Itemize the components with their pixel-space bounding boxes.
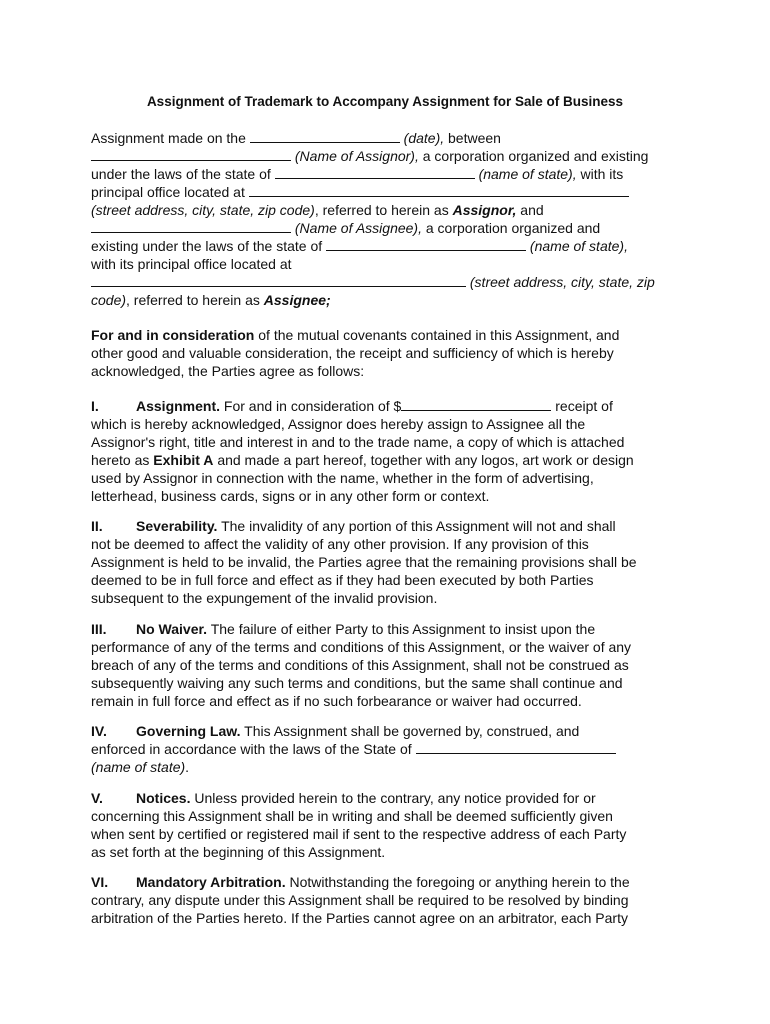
section-1-line-3: Assignor's right, title and interest in and to the trade name, a copy of which is attached — [91, 434, 625, 450]
section-2-line-5: subsequent to the expungement of the invalid provision. — [91, 590, 438, 606]
section-heading: Mandatory Arbitration. — [136, 874, 286, 890]
section-heading: Governing Law. — [136, 723, 241, 739]
section-2-line-4: deemed to be in full force and effect as if they had been executed by both Parties — [91, 572, 594, 588]
section-3-line-4: subsequently waiving any such terms and conditions, but the same shall continue and — [91, 675, 623, 691]
section-text: The failure of either Party to this Assignment to insist upon the — [210, 621, 596, 637]
amount-blank[interactable] — [401, 397, 551, 411]
with-principal-text: with its principal office located at — [91, 256, 292, 272]
assignee-name-blank[interactable] — [91, 219, 291, 233]
intro-line-1 — [91, 129, 501, 147]
street-hint-2b: code) — [91, 292, 127, 308]
section-number: III. — [91, 621, 107, 637]
assignor-name-blank[interactable] — [91, 147, 291, 161]
intro-line-9 — [91, 273, 655, 291]
section-2-line-1 — [91, 517, 616, 535]
intro-line-2 — [91, 147, 648, 165]
section-text: hereto as — [91, 452, 150, 468]
section-1-line-4 — [91, 451, 634, 469]
section-5-line-1 — [91, 789, 596, 807]
assignee-label: Assignee; — [263, 292, 331, 308]
section-heading: No Waiver. — [136, 621, 208, 637]
section-3-line-5: remain in full force and effect as if no such forbearance or waiver had occurred. — [91, 693, 582, 709]
intro-line-8 — [91, 255, 292, 273]
exhibit-label: Exhibit A — [153, 452, 214, 468]
section-2-line-2: not be deemed to affect the validity of any other provision. If any provision of this — [91, 536, 589, 552]
section-number: V. — [91, 790, 103, 806]
section-5-line-4: as set forth at the beginning of this Assignment. — [91, 844, 386, 860]
section-3-line-2: performance of any of the terms and conditions of this Assignment, or the waiver of any — [91, 639, 632, 655]
street-hint: (street address, city, state, zip code) — [91, 202, 315, 218]
intro-line-10 — [91, 291, 331, 309]
referred-herein-text-2: , referred to herein as — [126, 292, 260, 308]
assignor-state-blank[interactable] — [275, 165, 475, 179]
section-4-line-3 — [91, 758, 189, 776]
intro-line-4 — [91, 183, 629, 201]
assignee-hint: (Name of Assignee), — [294, 220, 422, 236]
section-heading: Severability. — [136, 518, 218, 534]
assignee-address-blank[interactable] — [91, 273, 466, 287]
made-on-text: Assignment made on the — [91, 130, 246, 146]
section-text: Notwithstanding the foregoing or anything herein to the — [289, 874, 630, 890]
date-blank[interactable] — [250, 129, 400, 143]
section-1-line-5: used by Assignor in connection with the name, whether in the form of advertising, — [91, 470, 594, 486]
section-3-line-3: breach of any of the terms and conditions of this Assignment, shall not be construed as — [91, 657, 629, 673]
section-text: For and in consideration of $ — [223, 398, 402, 414]
section-1-line-1 — [91, 397, 613, 415]
intro-line-7 — [91, 237, 628, 255]
section-5-line-3: when sent by certified or registered mail if sent to the respective address of each Party — [91, 826, 627, 842]
with-its-text: with its — [580, 166, 624, 182]
section-text: Unless provided herein to the contrary, any notice provided for or — [194, 790, 596, 806]
corp-organized-text: a corporation organized and existing — [422, 148, 649, 164]
section-1-line-6: letterhead, business cards, signs or in any other form or context. — [91, 488, 490, 504]
governing-state-blank[interactable] — [416, 740, 616, 754]
section-3-line-1 — [91, 620, 595, 638]
section-2-line-3: Assignment is held to be invalid, the Parties agree that the remaining provisions shall be — [91, 554, 637, 570]
street-hint-2a: (street address, city, state, zip — [469, 274, 655, 290]
consideration-line-1 — [91, 326, 619, 344]
under-laws-text: under the laws of the state of — [91, 166, 271, 182]
section-text: receipt of — [555, 398, 613, 414]
assignor-hint: (Name of Assignor), — [294, 148, 419, 164]
section-4-line-1 — [91, 722, 579, 740]
intro-line-6 — [91, 219, 600, 237]
section-heading: Assignment. — [136, 398, 221, 414]
consideration-lead: For and in consideration — [91, 327, 255, 343]
section-6-line-3: arbitration of the Parties hereto. If the Parties cannot agree on an arbitrator, each Party — [91, 910, 628, 926]
section-text: enforced in accordance with the laws of the State of — [91, 741, 412, 757]
corp-organized-text-2: a corporation organized and — [425, 220, 601, 236]
existing-under-text: existing under the laws of the state of — [91, 238, 323, 254]
date-hint: (date), — [403, 130, 445, 146]
assignee-state-blank[interactable] — [326, 237, 526, 251]
consideration-line-3: acknowledged, the Parties agree as follows: — [91, 363, 365, 379]
between-text: between — [448, 130, 501, 146]
consideration-text-1: of the mutual covenants contained in this Assignment, and — [258, 327, 620, 343]
and-text: and — [520, 202, 544, 218]
section-6-line-2: contrary, any dispute under this Assignment shall be required to be resolved by binding — [91, 892, 629, 908]
section-number: I. — [91, 398, 99, 414]
section-6-line-1 — [91, 873, 630, 891]
intro-line-5 — [91, 201, 544, 219]
consideration-line-2: other good and valuable consideration, the receipt and sufficiency of which is hereby — [91, 345, 614, 361]
section-1-line-2: which is hereby acknowledged, Assignor does hereby assign to Assignee all the — [91, 416, 586, 432]
state-hint: (name of state), — [478, 166, 577, 182]
section-text: This Assignment shall be governed by, construed, and — [244, 723, 580, 739]
section-heading: Notices. — [136, 790, 191, 806]
section-number: II. — [91, 518, 103, 534]
referred-herein-text: , referred to herein as — [314, 202, 449, 218]
assignor-label: Assignor, — [452, 202, 517, 218]
document-title: Assignment of Trademark to Accompany Assignment for Sale of Business — [146, 94, 624, 109]
state-hint-2: (name of state), — [529, 238, 628, 254]
principal-office-text: principal office located at — [91, 184, 245, 200]
section-text: The invalidity of any portion of this Assignment will not and shall — [221, 518, 616, 534]
section-5-line-2: concerning this Assignment shall be in writing and shall be deemed sufficiently given — [91, 808, 613, 824]
section-number: VI. — [91, 874, 109, 890]
assignor-address-blank[interactable] — [249, 183, 629, 197]
section-text: and made a part hereof, together with any logos, art work or design — [217, 452, 634, 468]
section-4-line-2 — [91, 740, 616, 758]
period: . — [185, 759, 190, 775]
section-number: IV. — [91, 723, 107, 739]
state-hint-3: (name of state) — [91, 759, 186, 775]
intro-line-3 — [91, 165, 623, 183]
